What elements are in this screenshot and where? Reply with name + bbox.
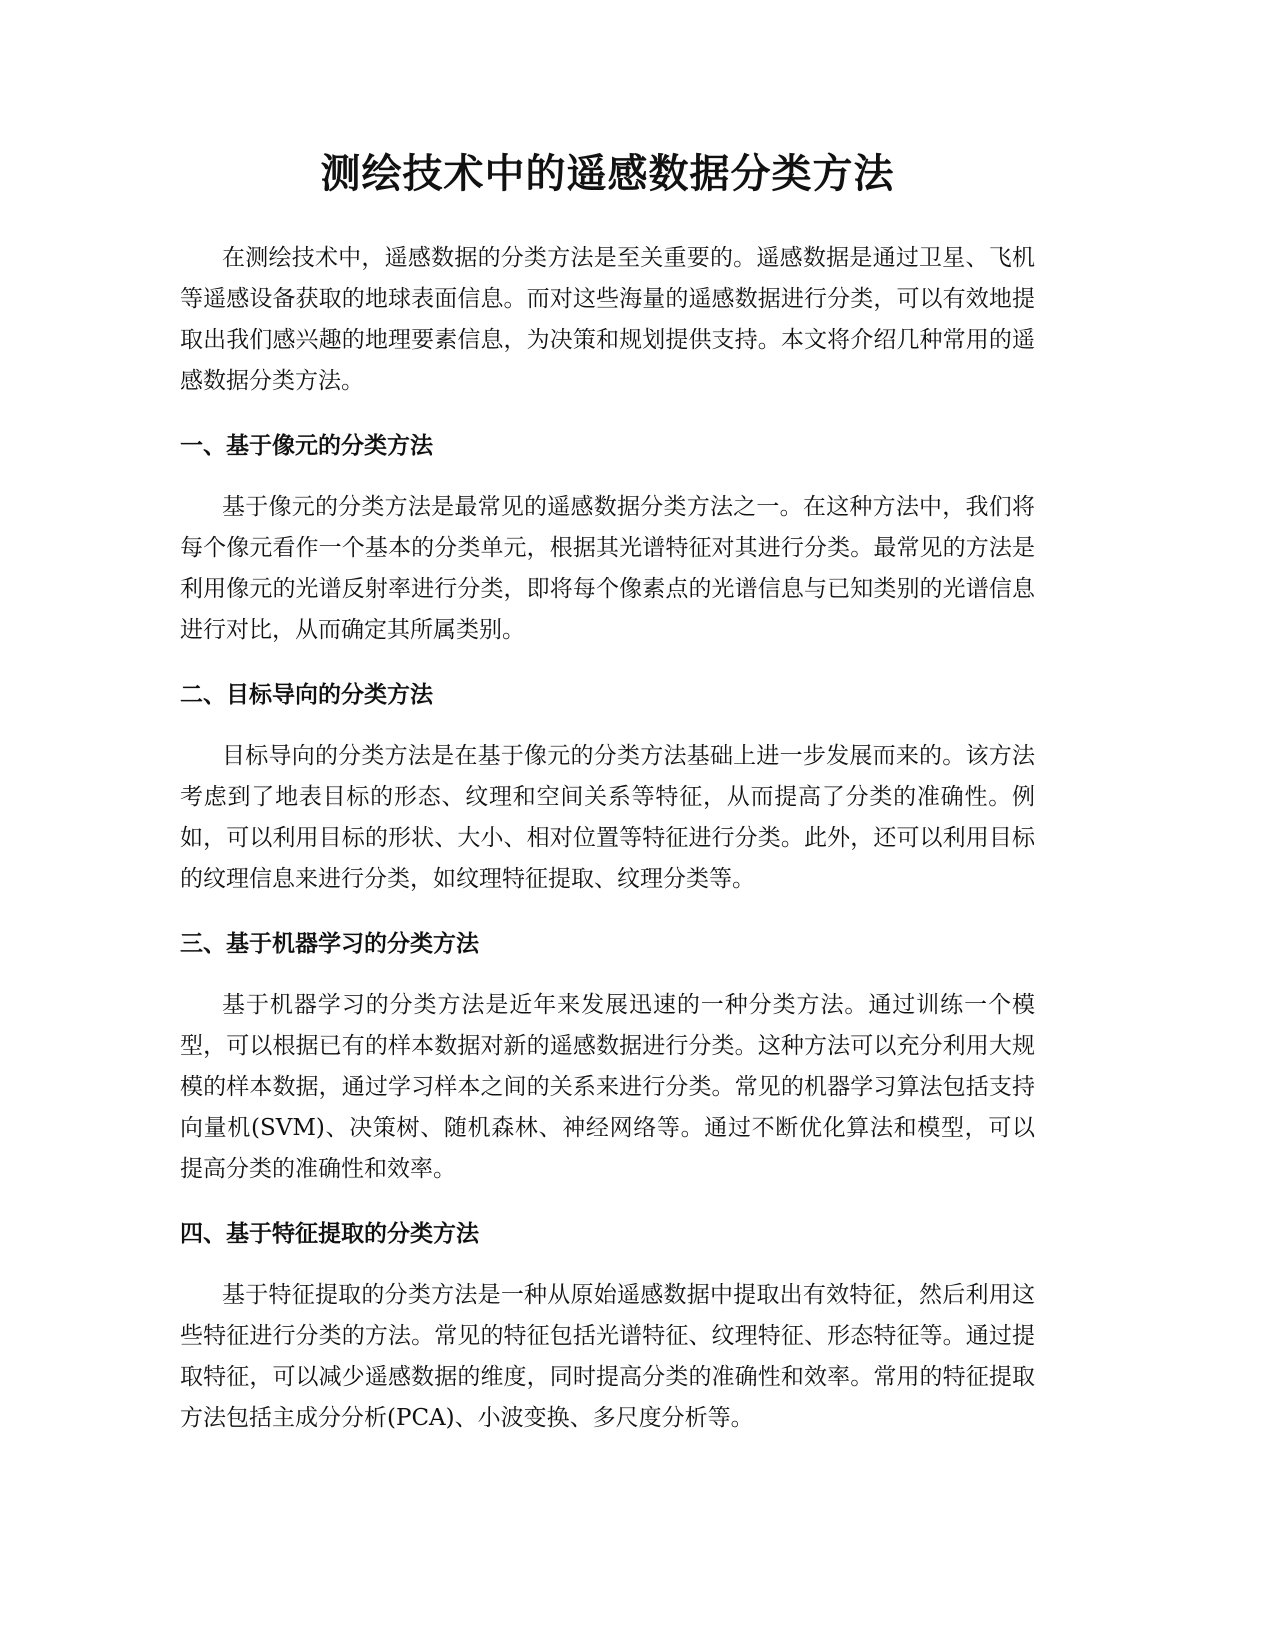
section-2 xyxy=(180,675,1035,900)
section-1 xyxy=(180,426,1035,651)
section-paragraph: 基于机器学习的分类方法是近年来发展迅速的一种分类方法。通过训练一个模型，可以根据已有的样本数据对新的遥感数据进行分类。这种方法可以充分利用大规模的样本数据，通过学习样本之间的关系来进行分类。常见的机器学习算法包括支持向量机(SVM)、决策树、随机森林、神经网络等。通过不断优化算法和模型，可以提高分类的准确性和效率。 xyxy=(180,992,1035,1182)
section-heading: 四、基于特征提取的分类方法 xyxy=(180,1221,479,1247)
section-heading: 一、基于像元的分类方法 xyxy=(180,433,433,459)
section-4 xyxy=(180,1214,1035,1439)
section-heading: 二、目标导向的分类方法 xyxy=(180,682,433,708)
section-heading: 三、基于机器学习的分类方法 xyxy=(180,931,479,957)
document-page xyxy=(180,140,1035,1439)
section-paragraph: 基于像元的分类方法是最常见的遥感数据分类方法之一。在这种方法中，我们将每个像元看作一个基本的分类单元，根据其光谱特征对其进行分类。最常见的方法是利用像元的光谱反射率进行分类，即将每个像素点的光谱信息与已知类别的光谱信息进行对比，从而确定其所属类别。 xyxy=(180,494,1035,643)
intro-paragraph: 在测绘技术中，遥感数据的分类方法是至关重要的。遥感数据是通过卫星、飞机等遥感设备获取的地球表面信息。而对这些海量的遥感数据进行分类，可以有效地提取出我们感兴趣的地理要素信息，为决策和规划提供支持。本文将介绍几种常用的遥感数据分类方法。 xyxy=(180,245,1035,394)
document-title: 测绘技术中的遥感数据分类方法 xyxy=(320,151,895,197)
section-paragraph: 基于特征提取的分类方法是一种从原始遥感数据中提取出有效特征，然后利用这些特征进行分类的方法。常见的特征包括光谱特征、纹理特征、形态特征等。通过提取特征，可以减少遥感数据的维度，同时提高分类的准确性和效率。常用的特征提取方法包括主成分分析(PCA)、小波变换、多尺度分析等。 xyxy=(180,1282,1035,1431)
section-paragraph: 目标导向的分类方法是在基于像元的分类方法基础上进一步发展而来的。该方法考虑到了地表目标的形态、纹理和空间关系等特征，从而提高了分类的准确性。例如，可以利用目标的形状、大小、相对位置等特征进行分类。此外，还可以利用目标的纹理信息来进行分类，如纹理特征提取、纹理分类等。 xyxy=(180,743,1035,892)
section-3 xyxy=(180,924,1035,1190)
